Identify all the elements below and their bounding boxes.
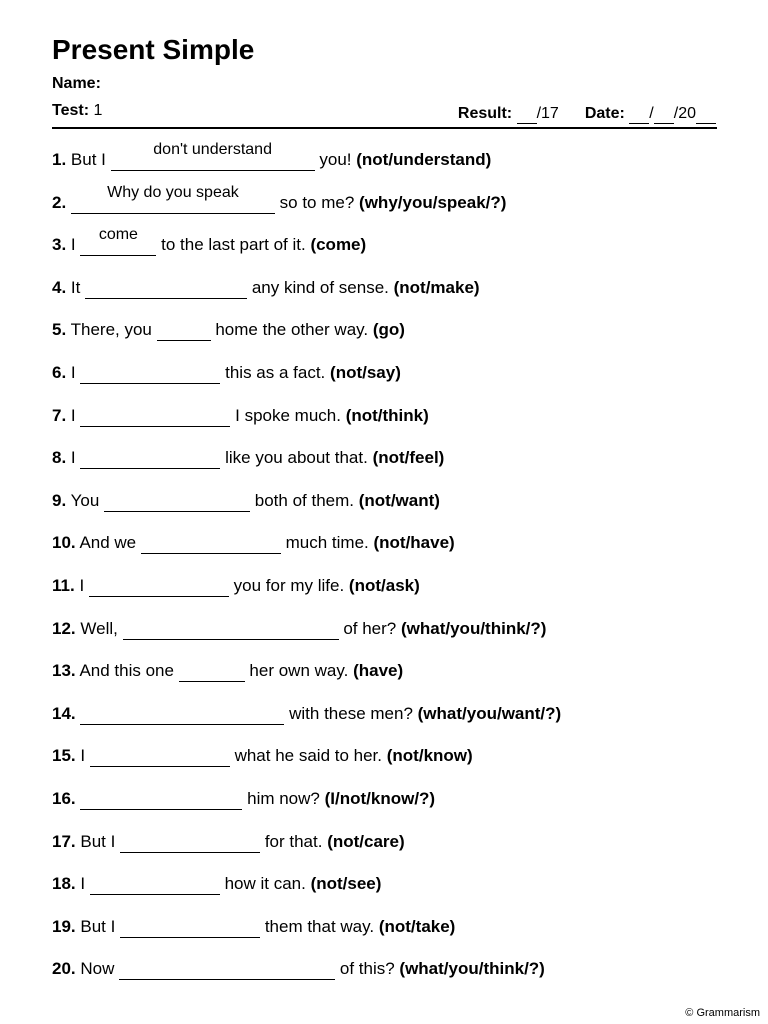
question-text-after: her own way. [249, 661, 349, 680]
question-item [52, 574, 420, 598]
page-title: Present Simple [52, 34, 255, 65]
question-text-before: And this one [79, 661, 174, 680]
question-number: 7. [52, 406, 67, 425]
test-value: 1 [93, 102, 103, 119]
answer-blank[interactable] [141, 531, 281, 554]
question-text-after: them that way. [264, 917, 375, 936]
verb-hint: (not/make) [393, 278, 480, 297]
test-label: Test: [52, 102, 90, 119]
answer-blank[interactable] [80, 787, 242, 810]
answer-blank[interactable] [104, 489, 250, 512]
answer-blank[interactable] [89, 574, 229, 597]
question-number: 13. [52, 661, 76, 680]
question-text-after: how it can. [224, 874, 306, 893]
question-text-before: But I [80, 917, 116, 936]
question-text-before: Now [80, 959, 115, 978]
question-number: 15. [52, 746, 76, 765]
question-number: 16. [52, 789, 76, 808]
result-total: /17 [536, 105, 559, 122]
result-date-field [458, 101, 716, 124]
question-text-after: of her? [343, 619, 397, 638]
question-text-after: you! [319, 150, 352, 169]
date-year-blank [696, 101, 716, 124]
verb-hint: (what/you/think/?) [399, 959, 545, 978]
question-text-before: And we [79, 533, 137, 552]
answer-blank[interactable] [90, 744, 230, 767]
question-text-before: I [70, 235, 76, 254]
question-item [52, 404, 429, 428]
answer-text: don't understand [153, 141, 272, 158]
name-label: Name: [52, 75, 101, 92]
verb-hint: (not/ask) [348, 576, 420, 595]
question-text-before: You [70, 491, 100, 510]
verb-hint: (not/care) [327, 832, 405, 851]
question-text-before: There, you [70, 320, 152, 339]
result-label: Result: [457, 105, 513, 122]
question-item [52, 787, 435, 811]
question-number: 8. [52, 448, 67, 467]
answer-blank[interactable] [80, 226, 156, 256]
question-number: 12. [52, 619, 76, 638]
question-item [52, 489, 440, 513]
question-text-after: much time. [285, 533, 369, 552]
question-text-after: both of them. [254, 491, 354, 510]
question-number: 3. [52, 235, 67, 254]
question-number: 1. [52, 150, 67, 169]
question-number: 6. [52, 363, 67, 382]
verb-hint: (not/feel) [372, 448, 445, 467]
question-number: 10. [52, 533, 76, 552]
question-number: 17. [52, 832, 76, 851]
question-number: 18. [52, 874, 76, 893]
question-item [52, 318, 405, 342]
answer-blank[interactable] [120, 915, 260, 938]
answer-blank[interactable] [90, 872, 220, 895]
question-text-before: I [70, 406, 76, 425]
verb-hint: (not/say) [330, 363, 401, 382]
date-month-blank [654, 101, 674, 124]
answer-blank[interactable] [80, 361, 220, 384]
answer-text: Why do you speak [107, 184, 239, 201]
date-label: Date: [584, 105, 625, 122]
answer-blank[interactable] [120, 830, 260, 853]
question-text-after: you for my life. [233, 576, 345, 595]
question-item [52, 872, 381, 896]
question-number: 9. [52, 491, 67, 510]
result-blank [517, 101, 537, 124]
question-text-after: I spoke much. [235, 406, 341, 425]
question-item [52, 141, 492, 172]
verb-hint: (not/see) [310, 874, 382, 893]
question-text-after: him now? [247, 789, 320, 808]
answer-blank[interactable] [80, 404, 230, 427]
verb-hint: (not/have) [373, 533, 455, 552]
answer-blank[interactable] [119, 957, 335, 980]
answer-text: come [98, 226, 138, 243]
verb-hint: (what/you/want/?) [417, 704, 562, 723]
question-text-after: like you about that. [225, 448, 368, 467]
verb-hint: (come) [310, 235, 367, 254]
question-item [52, 744, 473, 768]
question-item [52, 702, 561, 726]
question-item [52, 830, 405, 854]
question-item [52, 361, 401, 385]
question-item [52, 446, 444, 470]
question-text-after: to the last part of it. [161, 235, 306, 254]
name-field [52, 74, 101, 94]
date-day-blank [629, 101, 649, 124]
header-divider [52, 127, 717, 129]
answer-blank[interactable] [80, 446, 220, 469]
question-item [52, 184, 507, 215]
verb-hint: (not/know) [386, 746, 473, 765]
date-sep: / [649, 105, 654, 122]
question-item [52, 617, 546, 641]
verb-hint: (not/think) [345, 406, 429, 425]
question-number: 20. [52, 959, 76, 978]
question-text-after: with these men? [289, 704, 413, 723]
copyright: © Grammarism [685, 1007, 760, 1019]
question-number: 19. [52, 917, 76, 936]
question-text-before: Well, [80, 619, 118, 638]
question-text-before: I [80, 746, 86, 765]
question-item [52, 957, 545, 981]
question-item [52, 226, 367, 257]
question-item [52, 659, 403, 683]
verb-hint: (not/want) [358, 491, 440, 510]
question-item [52, 915, 455, 939]
verb-hint: (I/not/know/?) [324, 789, 436, 808]
answer-blank[interactable] [111, 141, 315, 171]
answer-blank[interactable] [85, 276, 247, 299]
question-number: 14. [52, 704, 76, 723]
question-number: 4. [52, 278, 67, 297]
verb-hint: (not/understand) [356, 150, 492, 169]
question-number: 5. [52, 320, 67, 339]
question-number: 2. [52, 193, 67, 212]
verb-hint: (what/you/think/?) [401, 619, 547, 638]
question-text-after: for that. [264, 832, 323, 851]
question-text-before: I [79, 576, 85, 595]
question-text-after: any kind of sense. [251, 278, 389, 297]
question-number: 11. [52, 576, 75, 595]
verb-hint: (why/you/speak/?) [359, 193, 507, 212]
question-text-before: I [70, 448, 76, 467]
question-item [52, 276, 480, 300]
verb-hint: (have) [353, 661, 404, 680]
question-text-after: home the other way. [215, 320, 369, 339]
test-field [52, 101, 102, 121]
question-text-after: what he said to her. [234, 746, 383, 765]
question-text-before: But I [80, 832, 116, 851]
answer-blank[interactable] [179, 659, 245, 682]
question-text-after: of this? [339, 959, 395, 978]
verb-hint: (not/take) [378, 917, 456, 936]
answer-blank[interactable] [123, 617, 339, 640]
answer-blank[interactable] [80, 702, 284, 725]
question-text-after: so to me? [279, 193, 355, 212]
question-text-before: But I [70, 150, 106, 169]
question-text-before: It [70, 278, 81, 297]
answer-blank[interactable] [157, 318, 211, 341]
answer-blank[interactable] [71, 184, 275, 214]
question-item [52, 531, 455, 555]
question-text-after: this as a fact. [225, 363, 326, 382]
date-year-prefix: /20 [673, 105, 696, 122]
verb-hint: (go) [372, 320, 405, 339]
question-text-before: I [80, 874, 86, 893]
question-text-before: I [70, 363, 76, 382]
